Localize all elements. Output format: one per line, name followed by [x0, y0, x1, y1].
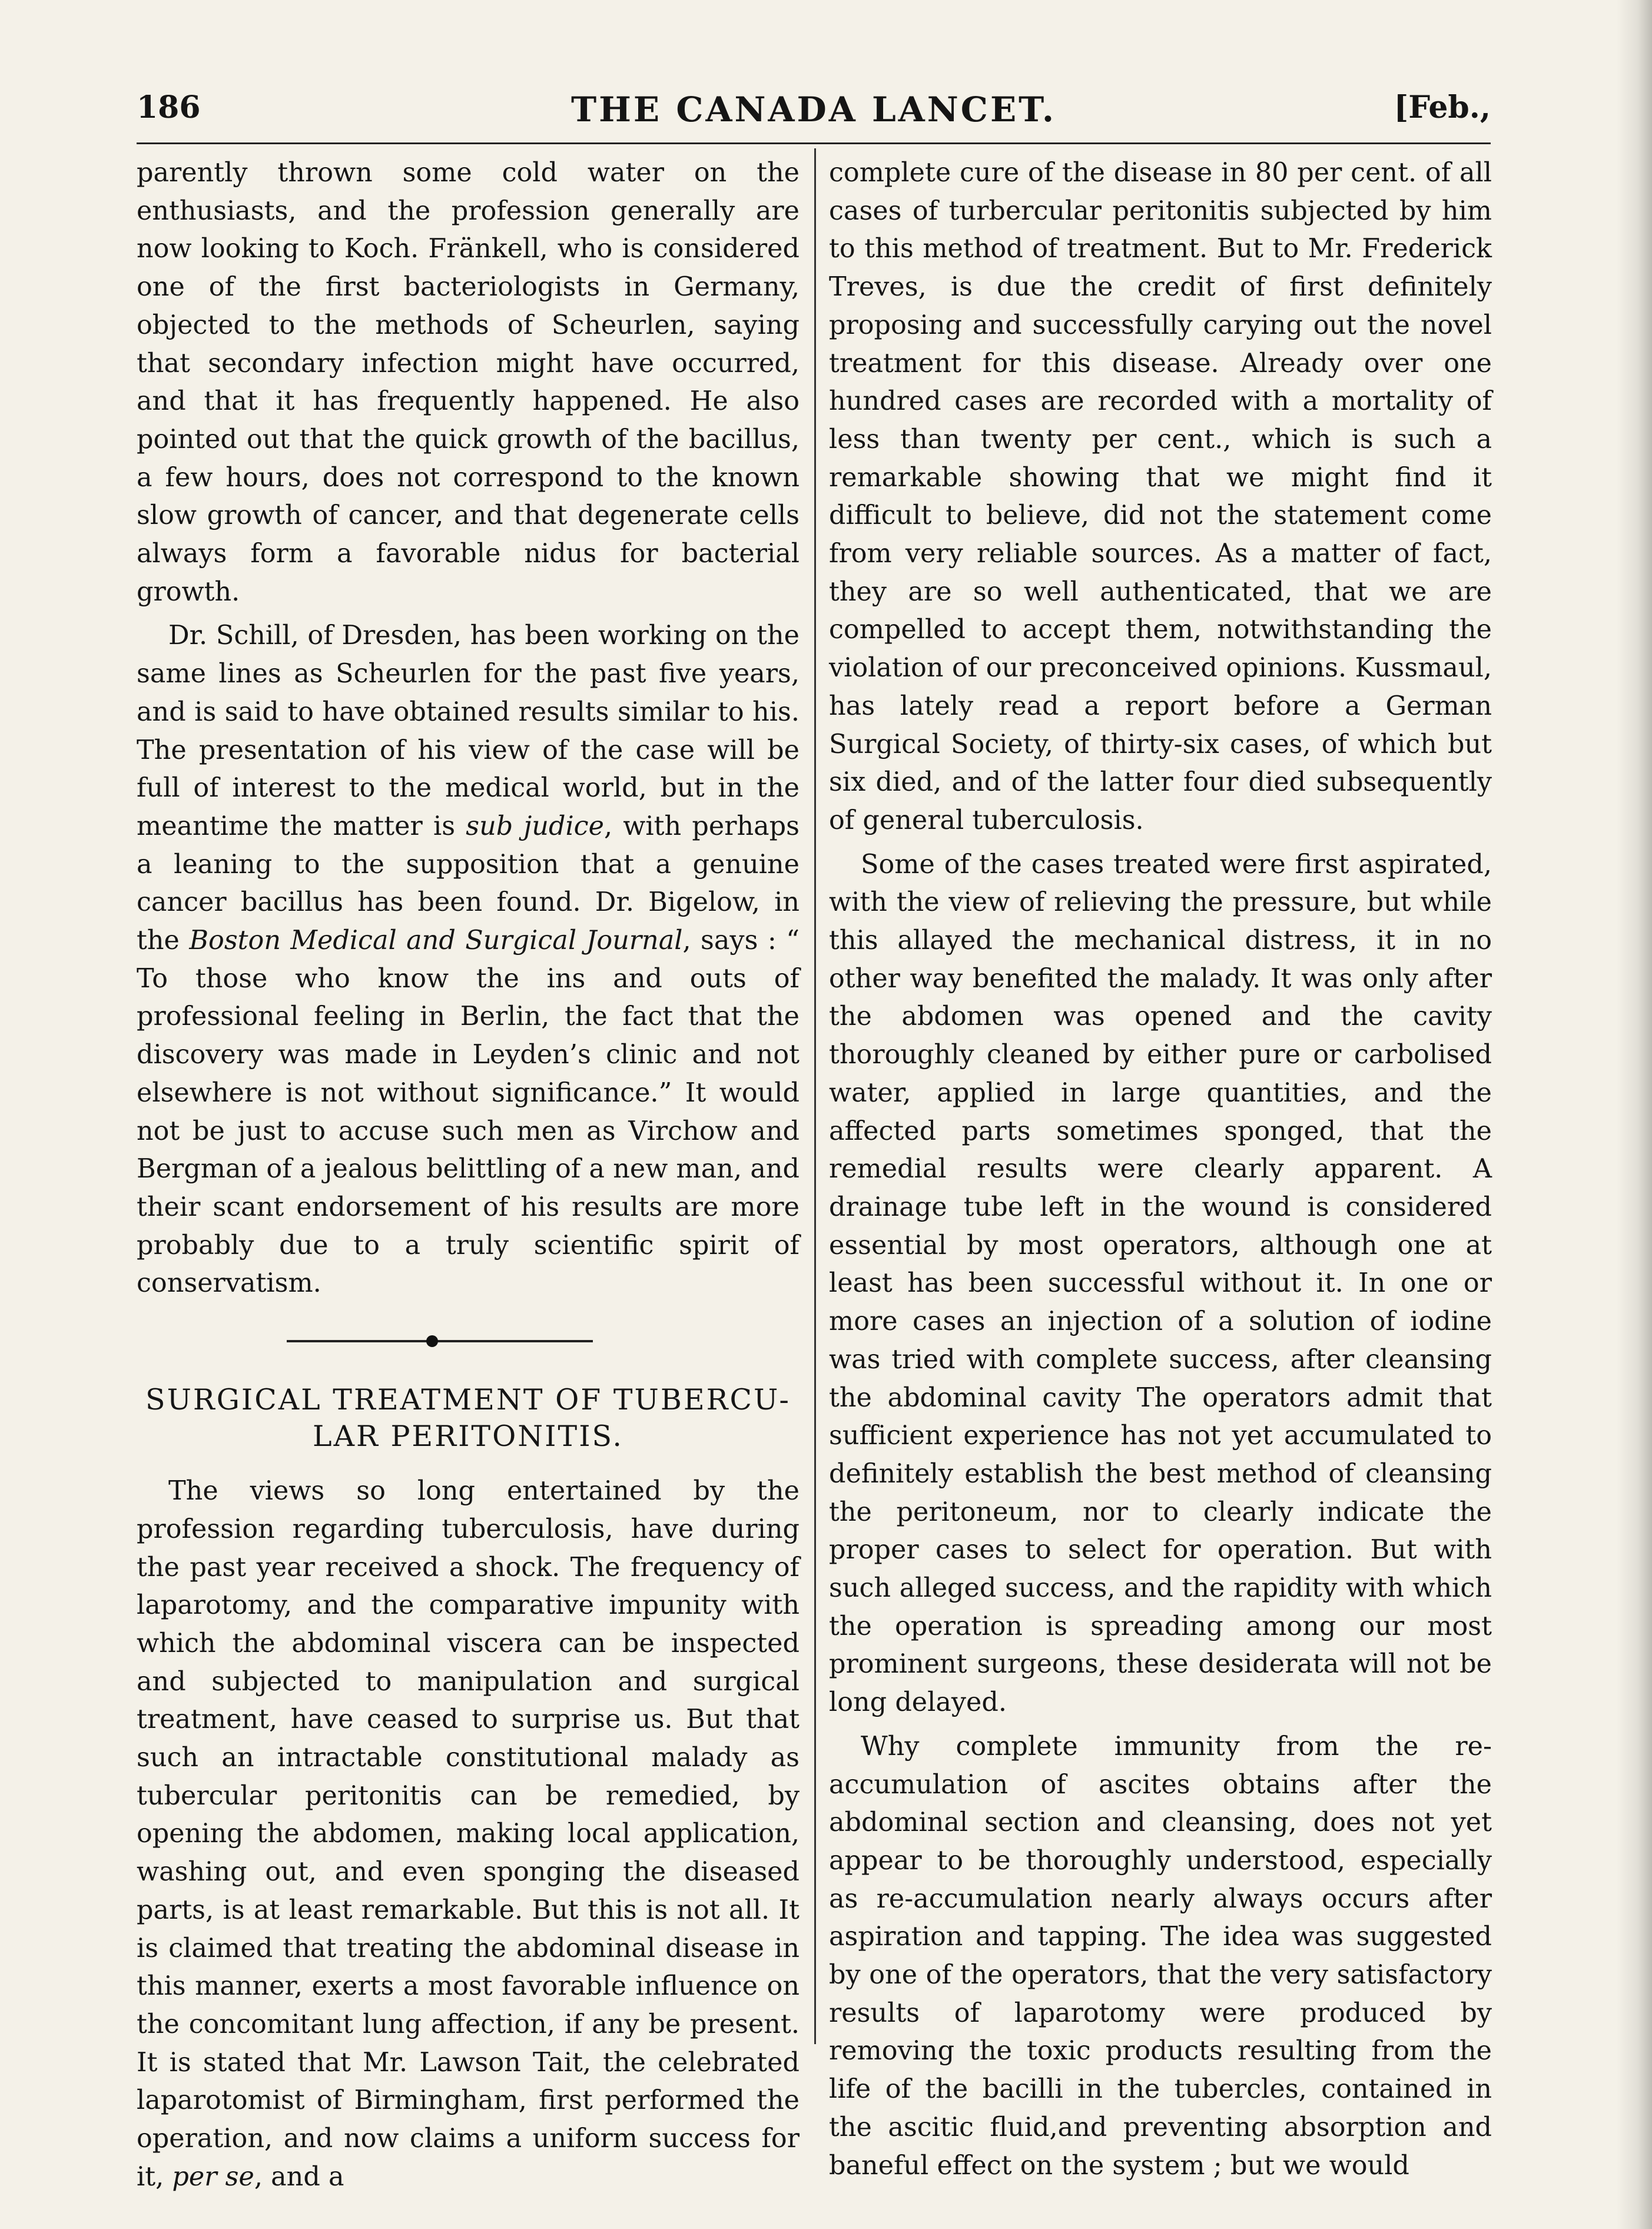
paragraph-text: , with perhaps a leaning to the supposition that a genuine cancer bacillus has been found. Dr. Bigelow, in the	[137, 811, 800, 956]
page-header	[137, 87, 1491, 140]
section-heading	[137, 1382, 800, 1455]
paragraph-continued: parently thrown some cold water on the enthusiasts, and the profession generally are now looking to Koch. Fränkell, who is considered one of the first bacteriologists in Germany, objected to the methods of Scheurlen, saying that secondary infection might have occurred, and that it has frequently happened. He also pointed out that the quick growth of the bacillus, a few hours, does not correspond to the known slow growth of cancer, and that degenerate cells always form a favorable nidus for bacterial growth.	[137, 158, 800, 607]
page-number: 186	[137, 89, 201, 125]
italic-phrase: sub judice	[466, 811, 604, 841]
paragraph-text: The views so long entertained by the profession regarding tuberculosis, have during the past year received a shock. The frequency of laparotomy, and the comparative impunity with which the abdominal viscera can be inspected and subjected to manipulation and surgical treatment, have ceased to surprise us. But that such an intractable constitutional malady as tubercular peritonitis can be remedied, by opening the abdomen, making local application, washing out, and even sponging the diseased parts, is at least remarkable. But this is not all. It is claimed that treating the abdominal disease in this manner, exerts a most favorable influence on the concomitant lung affection, if any be present. It is stated that Mr. Lawson Tait, the celebrated laparotomist of Birmingham, first performed the operation, and now claims a uniform success for it,	[137, 1476, 800, 2192]
paragraph-immunity: Why complete immunity from the re-accumulation of ascites obtains after the abdominal section and cleansing, does not yet appear to be thoroughly understood, especially as re-accumulation nearly always occurs after aspiration and tapping. The idea was suggested by one of the operators, that the very satisfactory results of laparotomy were produced by removing the toxic products resulting from the life of the bacilli in the tubercles, contained in the ascitic fluid,and preventing absorption and baneful effect on the system ; but we would	[829, 1731, 1492, 2181]
column-rule	[814, 148, 816, 2044]
paragraph-schill	[137, 617, 800, 1303]
italic-phrase: per se	[172, 2161, 254, 2192]
header-rule	[137, 142, 1491, 144]
page-edge-shadow	[1617, 0, 1652, 2229]
divider-ornament-icon	[426, 1335, 438, 1347]
paragraph-views	[137, 1472, 800, 2196]
paragraph-cases: Some of the cases treated were first aspirated, with the view of relieving the pressure, but while this allayed the mechanical distress, it in no other way benefited the malady. It was only after the abdomen was opened and the cavity thoroughly cleaned by either pure or carbolised water, applied in large quantities, and the affected parts sometimes sponged, that the remedial results were clearly apparent. A drainage tube left in the wound is considered essential by most operators, although one at least has been successful without it. In one or more cases an injection of a solution of iodine was tried with complete success, after cleansing the abdominal cavity The operators admit that sufficient experience has not yet accumulated to definitely establish the best method of cleansing the peritoneum, nor to clearly indicate the proper cases to select for operation. But with such alleged success, and the rapidity with which the operation is spreading among our most prominent surgeons, these desiderata will not be long delayed.	[829, 849, 1492, 1718]
journal-title: Boston Medical and Surgical Journal	[189, 926, 683, 956]
paragraph-text: , says : “ To those who know the ins and outs of professional feeling in Berlin, the fact that the discovery was made in Leyden’s clinic and not elsewhere is not without significance.” It would not be just to accuse such men as Virchow and Bergman of a jealous belittling of a new man, and their scant endorsement of his results are more probably due to a truly scientific spirit of conservatism.	[137, 926, 800, 1299]
heading-line: SURGICAL TREATMENT OF TUBERCU-	[145, 1383, 791, 1417]
paragraph-continued: complete cure of the disease in 80 per cent. of all cases of turbercular peritonitis subjected by him to this method of treatment. But to Mr. Frederick Treves, is due the credit of first definitely proposing and successfully carying out the novel treatment for this disease. Already over one hundred cases are recorded with a mortality of less than twenty per cent., which is such a remarkable showing that we might find it difficult to believe, did not the statement come from very reliable sources. As a matter of fact, they are so well authenticated, that we are compelled to accept them, notwithstanding the violation of our preconceived opinions. Kussmaul, has lately read a report before a German Surgical Society, of thirty-six cases, of which but six died, and of the latter four died subsequently of general tuberculosis.	[829, 158, 1492, 835]
header-month: [Feb.,	[1394, 89, 1491, 125]
paragraph-text: , and a	[254, 2161, 344, 2192]
left-column	[137, 154, 800, 2196]
heading-line: LAR PERITONITIS.	[313, 1419, 623, 1454]
section-divider	[137, 1323, 800, 1358]
running-title: THE CANADA LANCET.	[570, 89, 1057, 130]
right-column	[829, 154, 1492, 2185]
paragraph-text: Dr. Schill, of Dresden, has been working on the same lines as Scheurlen for the past five years, and is said to have obtained results similar to his. The presentation of his view of the case will be full of interest to the medical world, but in the meantime the matter is	[137, 621, 800, 841]
divider-line	[287, 1340, 593, 1342]
